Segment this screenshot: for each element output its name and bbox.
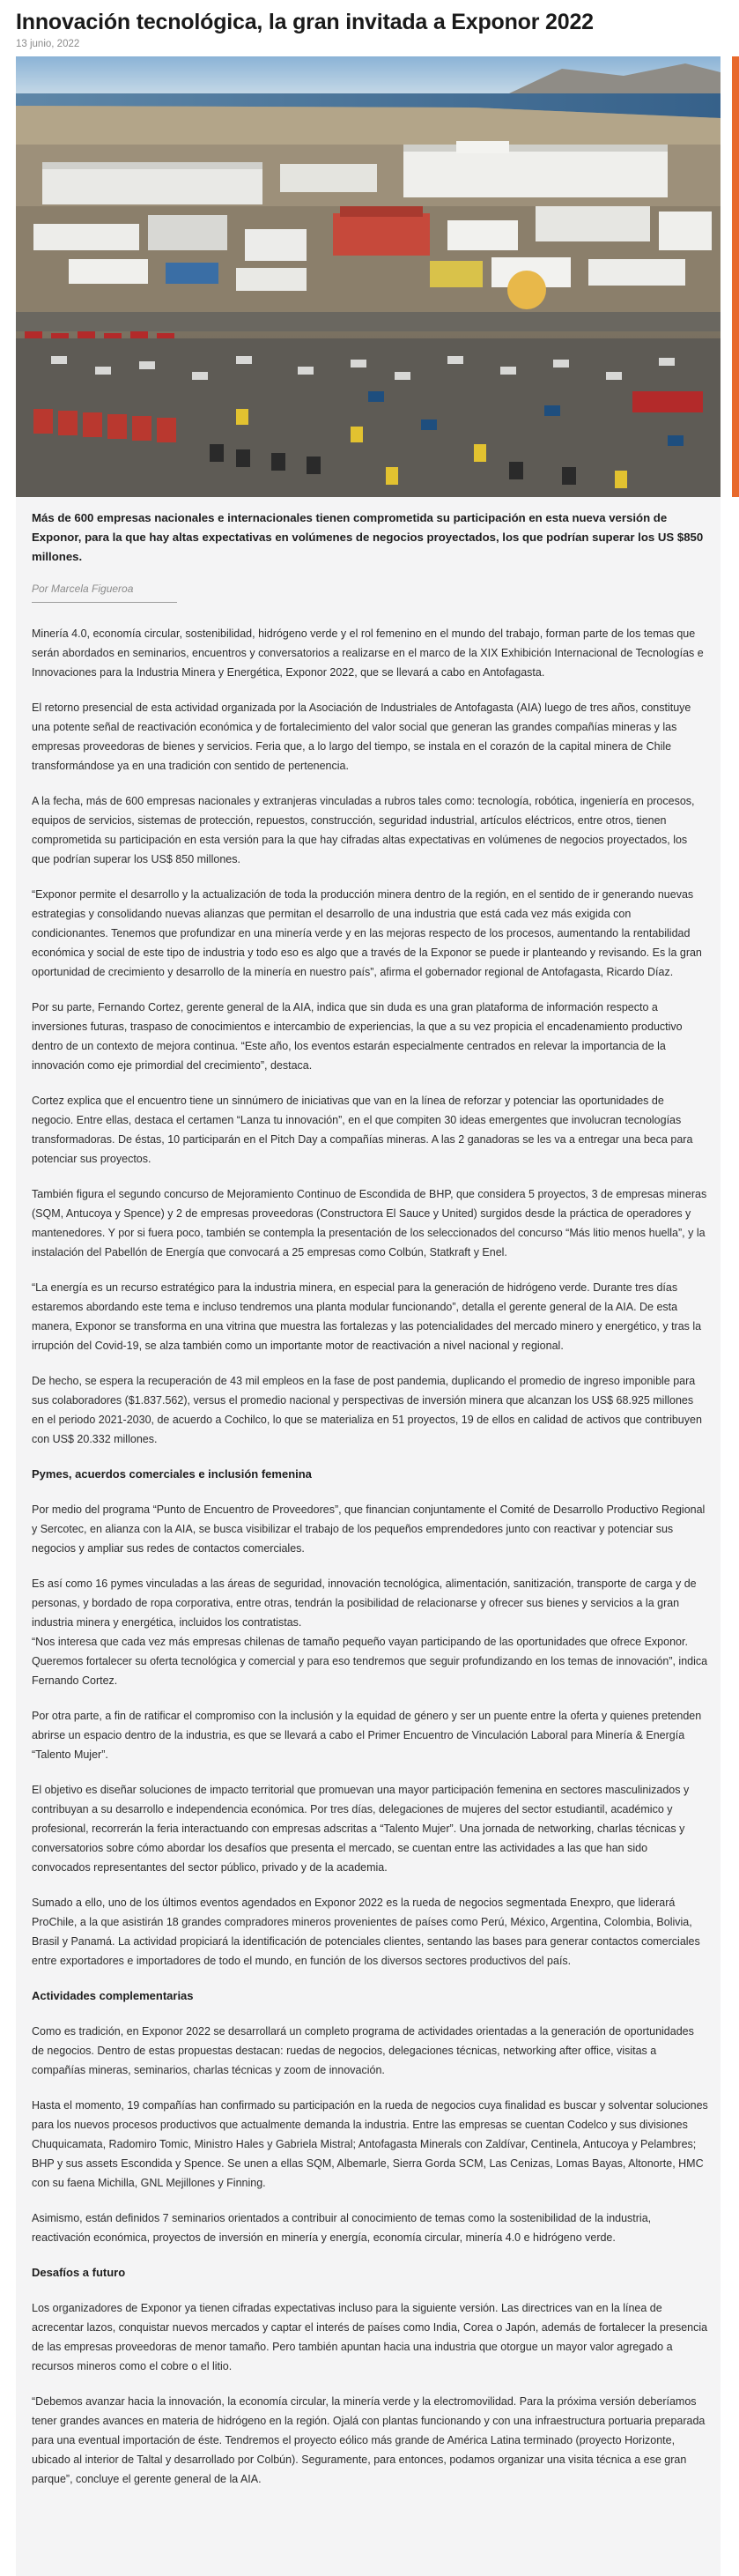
article-title: Innovación tecnológica, la gran invitada a Exponor 2022 xyxy=(16,10,594,34)
body-paragraph: Por medio del programa “Punto de Encuentro de Proveedores”, que financian conjuntamente el Comité de Desarrollo Productivo Regional y Sercotec, en alianza con la AIA, se busca visibilizar el trabajo de los pequeños emprendedores junto con reactivar y potenciar sus negocios y ampliar sus redes de contactos comerciales. xyxy=(32,1503,706,1555)
section-heading-pymes: Pymes, acuerdos comerciales e inclusión femenina xyxy=(32,1467,312,1481)
publish-date: 13 junio, 2022 xyxy=(16,39,80,49)
body-paragraph: Sumado a ello, uno de los últimos eventos agendados en Exponor 2022 es la rueda de negocios segmentada Enexpro, que liderará ProChile, a la que asistirán 18 grandes compradores mineros provenientes de países como Perú, México, Argentina, Colombia, Bolivia, Brasil y Panamá. La actividad propiciará la identificación de potenciales clientes, sentando las bases para generar contactos comerciales entre exportadores e importadores de todo el mundo, en función de los diversos sectores productivos del país. xyxy=(32,1897,700,1967)
hero-photo xyxy=(16,56,721,497)
hero-accent-bar xyxy=(732,56,739,497)
article-lead: Más de 600 empresas nacionales e internacionales tienen comprometida su participación en esta nueva versión de Exponor, para la que hay altas expectativas en volúmenes de negocios proyectados, los que podrían superar los US $850 millones. xyxy=(32,511,704,563)
aerial-expo-photo xyxy=(16,56,721,497)
article-header xyxy=(0,0,739,56)
byline-divider xyxy=(32,602,177,603)
body-paragraph: Como es tradición, en Exponor 2022 se desarrollará un completo programa de actividades orientadas a la generación de oportunidades de negocios. Dentro de estas propuestas destacan: ruedas de negocios, delegaciones técnicas, networking after office, visitas a compañías mineras, seminarios, charlas técnicas y zoom de innovación. xyxy=(32,2025,694,2076)
body-paragraph: También figura el segundo concurso de Mejoramiento Continuo de Escondida de BHP, que considera 5 proyectos, 3 de empresas mineras (SQM, Antucoya y Spence) y 2 de empresas proveedoras (Constructora El Sauce y United) surgidos desde la práctica de operadores y mantenedores. Y por si fuera poco, también se contempla la presentación de los seleccionados del concurso “Más litio menos huella”, y la instalación del Pabellón de Energía que convocará a 25 empresas como Colbún, Statkraft y Enel. xyxy=(32,1188,707,1258)
body-paragraph: Por su parte, Fernando Cortez, gerente general de la AIA, indica que sin duda es una gran plataforma de información respecto a inversiones futuras, traspaso de conocimientos e intercambio de experiencias, la que a su vez propicia el encadenamiento productivo dentro de un contexto de mejora continua. “Este año, los eventos estarán especialmente centrados en relevar la importancia de la innovación como eje primordial del crecimiento”, destaca. xyxy=(32,1001,683,1072)
body-paragraph: Es así como 16 pymes vinculadas a las áreas de seguridad, innovación tecnológica, alimentación, sanitización, transporte de carga y de personas, y bordado de ropa corporativa, entre otras, tendrán la posibilidad de relacionarse y ofrecer sus bienes y servicios a la gran industria minera y energética, incluidos los contratistas. “Nos interesa que cada vez más empresas chilenas de tamaño pequeño vayan participando de las oportunidades que ofrece Exponor. Queremos fortalecer su oferta tecnológica y comercial y para eso tendremos que seguir profundizando en los temas de innovación”, indica Fernando Cortez. xyxy=(32,1578,708,1687)
body-paragraph: Minería 4.0, economía circular, sostenibilidad, hidrógeno verde y el rol femenino en el mundo del trabajo, forman parte de los temas que serán abordados en seminarios, encuentros y conversatorios a realizarse en el marco de la XIX Exhibición Internacional de Tecnologías e Innovaciones para la Industria Minera y Energética, Exponor 2022, que se llevará a cabo en Antofagasta. xyxy=(32,627,704,679)
section-heading-actividades: Actividades complementarias xyxy=(32,1989,194,2002)
body-paragraph: El retorno presencial de esta actividad organizada por la Asociación de Industriales de Antofagasta (AIA) luego de tres años, constituye una potente señal de reactivación económica y de fortalecimiento del valor social que generan las grandes compañías mineras y las empresas proveedoras de bienes y servicios. Feria que, a lo largo del tiempo, se instala en el corazón de la capital minera de Chile transformándose ya en una tradición con sentido de pertenencia. xyxy=(32,702,691,772)
section-heading-desafios: Desafíos a futuro xyxy=(32,2266,126,2279)
body-paragraph: De hecho, se espera la recuperación de 43 mil empleos en la fase de post pandemia, duplicando el promedio de ingreso imponible para sus colaboradores ($1.837.562), versus el promedio nacional y perspectivas de inversión minera que alcanzan los US$ 68.925 millones en el periodo 2021-2030, de acuerdo a Cochilco, lo que se materializa en 51 proyectos, 19 de ellos en calidad de activos que contribuyen con US$ 20.332 millones. xyxy=(32,1375,702,1445)
article-body xyxy=(16,497,721,2576)
body-paragraph: El objetivo es diseñar soluciones de impacto territorial que promuevan una mayor participación femenina en sectores masculinizados y contribuyan a su desarrollo e independencia económica. Por tres días, delegaciones de mujeres del sector estudiantil, académico y profesional, recorrerán la feria interactuando con empresas adscritas a “Talento Mujer”. Una jornada de networking, charlas técnicas y conversatorios sobre cómo abordar los desafíos que presenta el mercado, se cuentan entre las actividades a las que han sido convocados representantes del sector público, privado y de la academia. xyxy=(32,1784,690,1874)
body-paragraph: Por otra parte, a fin de ratificar el compromiso con la inclusión y la equidad de género y ser un puente entre la oferta y quienes pretenden abrirse un espacio dentro de la industria, es que se llevará a cabo el Primer Encuentro de Vinculación Laboral para Minería & Energía “Talento Mujer”. xyxy=(32,1710,702,1761)
body-paragraph: Cortez explica que el encuentro tiene un sinnúmero de iniciativas que van en la línea de reforzar y potenciar las oportunidades de negocio. Entre ellas, destaca el certamen “Lanza tu innovación”, en el que compiten 30 ideas emergentes que involucran tecnologías transformadoras. De éstas, 10 participarán en el Pitch Day a compañías mineras. A las 2 ganadoras se les va a entregar una beca para potenciar sus proyectos. xyxy=(32,1095,693,1165)
body-paragraph: “Debemos avanzar hacia la innovación, la economía circular, la minería verde y la electromovilidad. Para la próxima versión deberíamos tener grandes avances en materia de hidrógeno en la región. Ojalá con plantas funcionando y con una infraestructura portuaria preparada para una eventual importación de éste. Tendremos el proyecto eólico más grande de América Latina terminado (proyecto Horizonte, ubicado al interior de Taltal y desarrollado por Colbún). Seguramente, para entonces, podamos organizar una visita técnica a ese gran parque”, concluye el gerente general de la AIA. xyxy=(32,2395,706,2485)
author-byline: Por Marcela Figueroa xyxy=(32,583,134,595)
body-paragraph: Hasta el momento, 19 compañías han confirmado su participación en la rueda de negocios cuya finalidad es buscar y solventar soluciones para los nuevos procesos productivos que actualmente demanda la industria. Entre las empresas se cuentan Codelco y sus divisiones Chuquicamata, Radomiro Tomic, Ministro Hales y Gabriela Mistral; Antofagasta Minerals con Zaldívar, Centinela, Antucoya y Pelambres; BHP y sus assets Escondida y Spence. Se unen a ellas SQM, Albemarle, Sierra Gorda SCM, Las Cenizas, Lomas Bayas, Altonorte, HMC con su faena Michilla, GNL Mejillones y Finning. xyxy=(32,2099,708,2189)
body-paragraph: “Exponor permite el desarrollo y la actualización de toda la producción minera dentro de la región, en el sentido de ir generando nuevas estrategias y consolidando nuevas alianzas que permitan el desarrollo de una industria que está cada vez más exigida con condicionantes. Tenemos que profundizar en una minería verde y en las mejoras respecto de los procesos, aumentando la rentabilidad económica y social de este tipo de industria y todo eso es algo que a través de la Exponor se puede ir planteando y revisando. Es la gran oportunidad de crecimiento y desarrollo de la minería en nuestro país”, afirma el gobernador regional de Antofagasta, Ricardo Díaz. xyxy=(32,888,702,978)
body-paragraph: A la fecha, más de 600 empresas nacionales y extranjeras vinculadas a rubros tales como: tecnología, robótica, ingeniería en procesos, equipos de servicios, sistemas de protección, repuestos, construcción, seguridad industrial, artículos eléctricos, entre otros, tienen comprometida su participación en esta versión para la que hay cifradas altas expectativas en volúmenes de negocios proyectados, los que podrían superar los US$ 850 millones. xyxy=(32,795,695,865)
body-paragraph: Asimismo, están definidos 7 seminarios orientados a contribuir al conocimiento de temas como la sostenibilidad de la industria, reactivación económica, proyectos de inversión en minería y energía, economía circular, minería 4.0 e hidrógeno verde. xyxy=(32,2212,652,2244)
body-paragraph: Los organizadores de Exponor ya tienen cifradas expectativas incluso para la siguiente versión. Las directrices van en la línea de acrecentar lazos, conquistar nuevos mercados y captar el interés de países como India, Corea o Japón, además de fortalecer la presencia de las empresas proveedoras de menor tamaño. Pero también apuntan hacia una industria que otorgue un mayor valor agregado a recursos mineros como el cobre o el litio. xyxy=(32,2302,708,2372)
body-paragraph: “La energía es un recurso estratégico para la industria minera, en especial para la generación de hidrógeno verde. Durante tres días estaremos abordando este tema e incluso tendremos una planta modular funcionando”, detalla el gerente general de la AIA. De esta manera, Exponor se transforma en una vitrina que muestra las fortalezas y las potencialidades del mercado minero y energético, y tras la irrupción del Covid-19, se alza también como un importante motor de reactivación a nivel nacional y regional. xyxy=(32,1281,702,1352)
